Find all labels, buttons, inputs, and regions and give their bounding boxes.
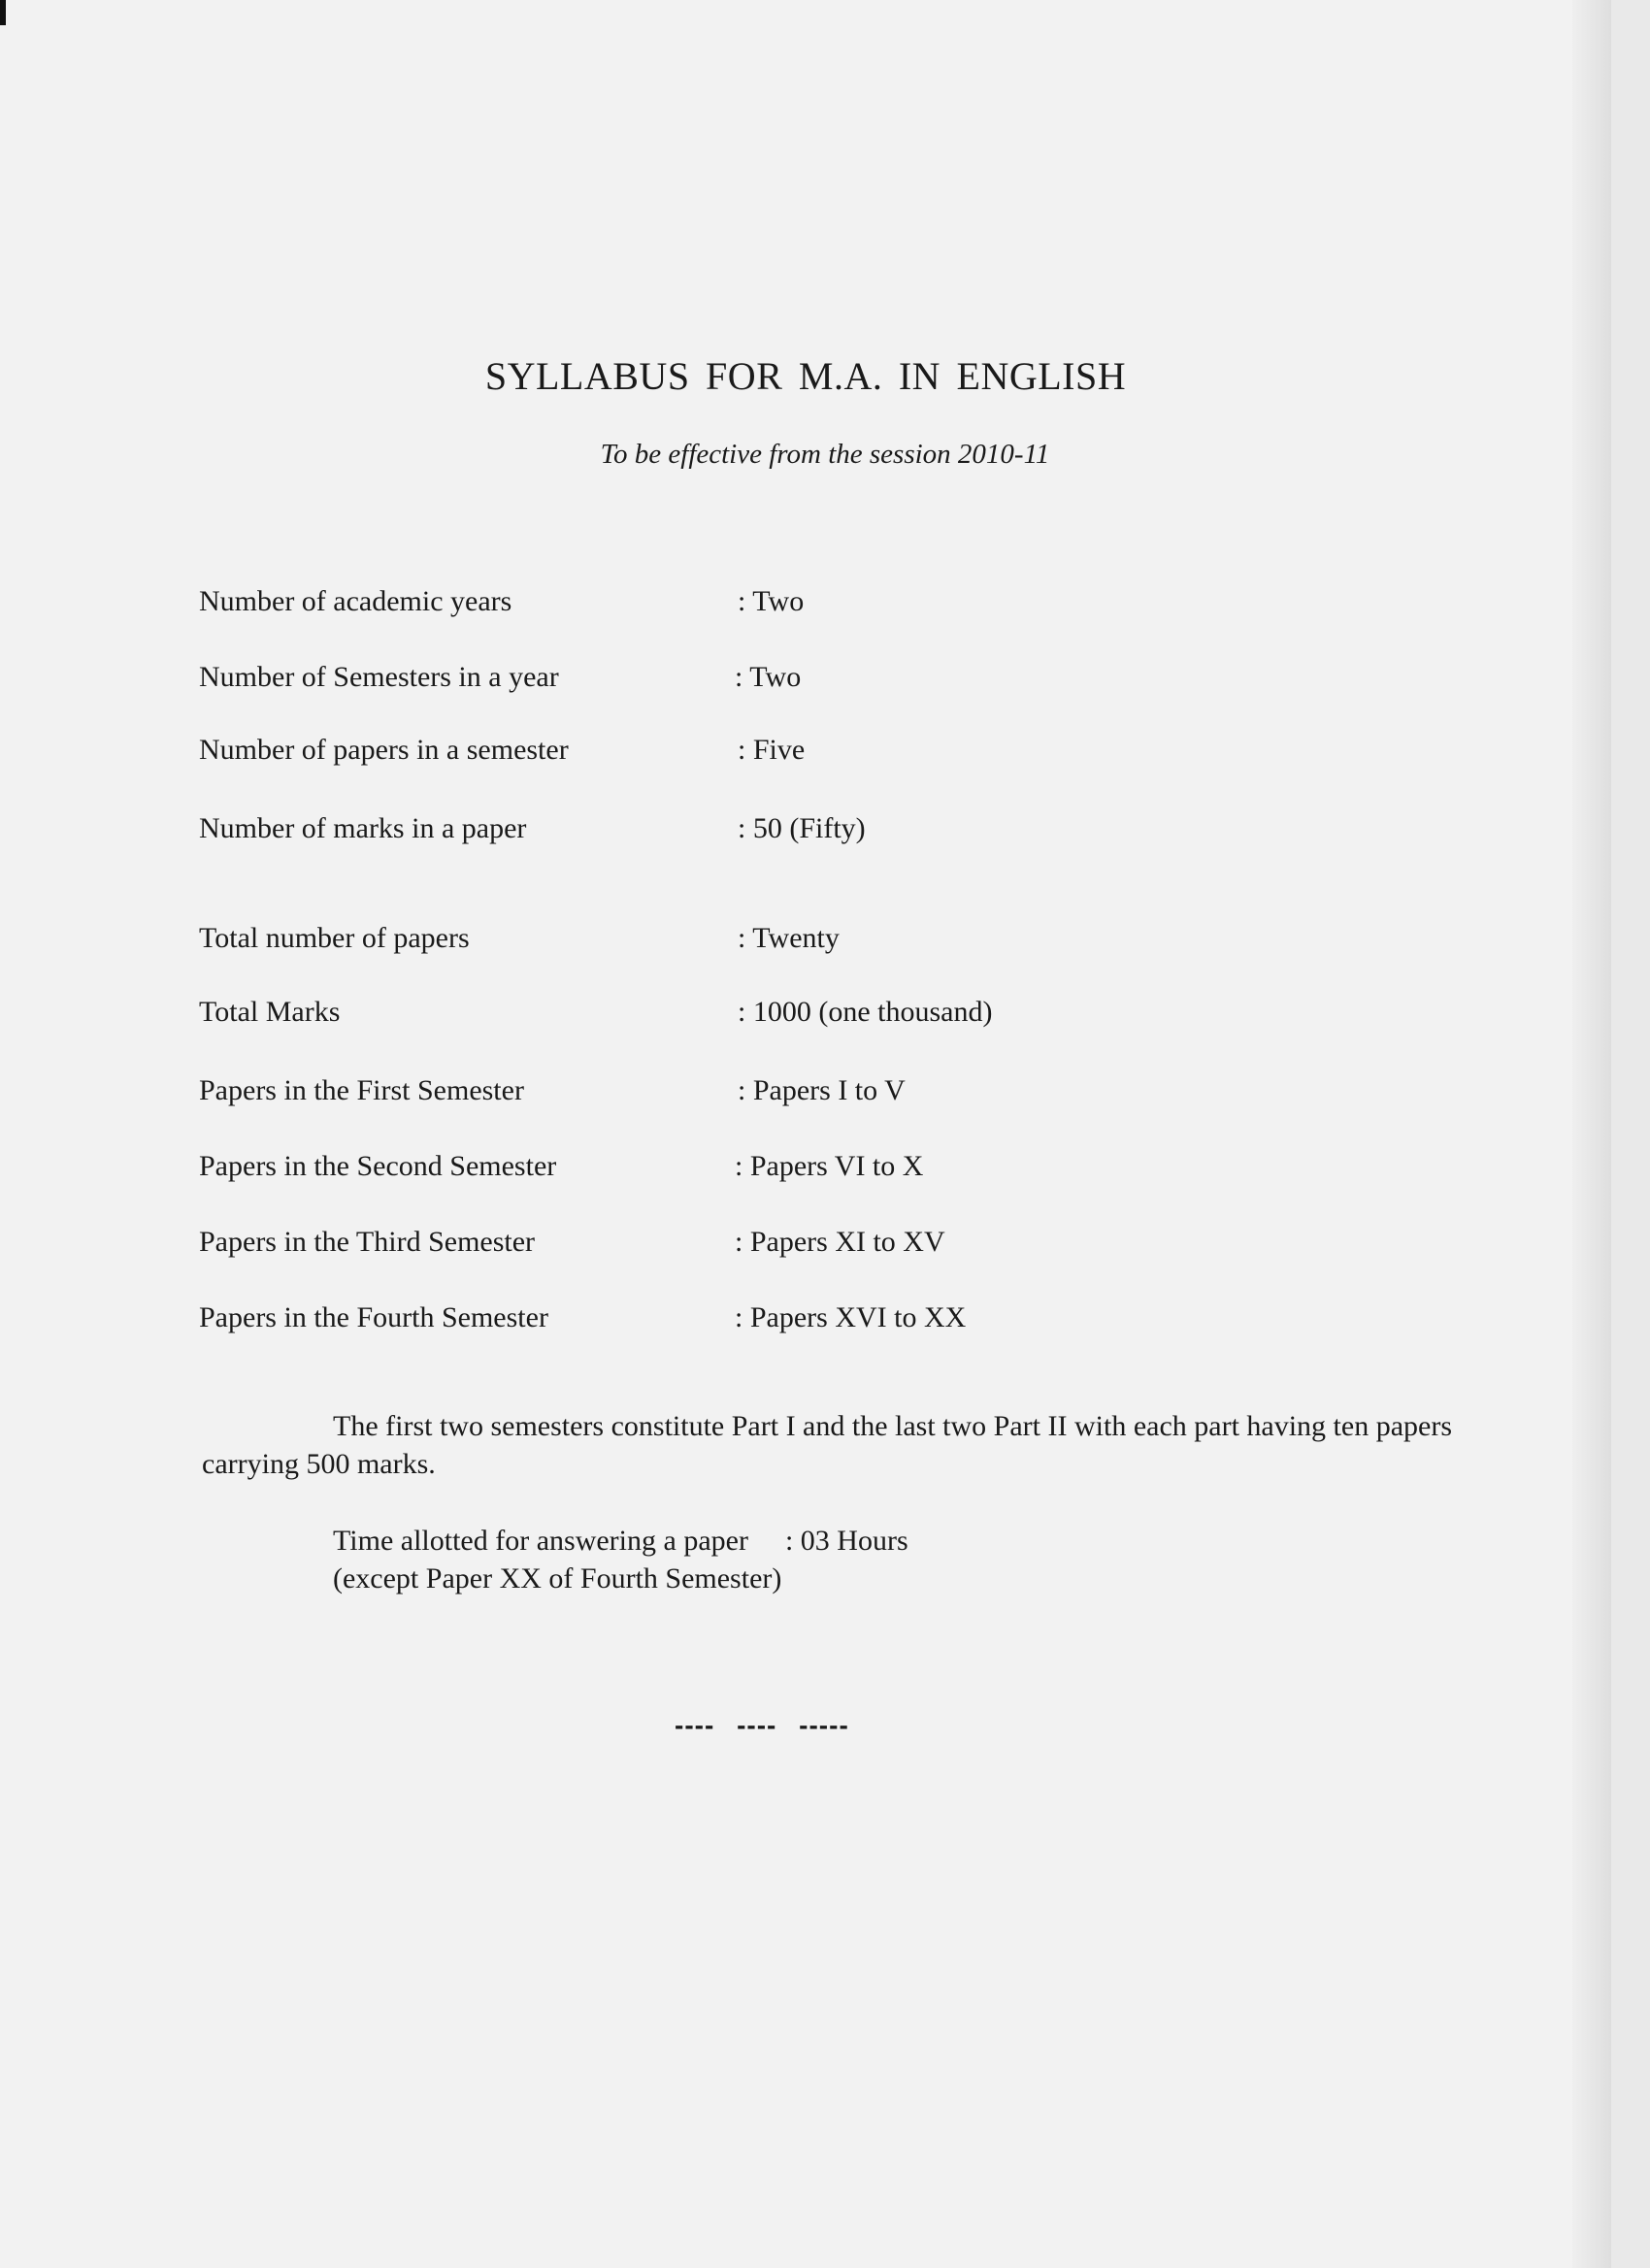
- fact-row-papers-per-semester: [199, 734, 1461, 772]
- fact-label: Papers in the Fourth Semester: [199, 1301, 548, 1333]
- fact-row-fourth-semester: [199, 1301, 1461, 1340]
- fact-row-second-semester: [199, 1150, 1461, 1189]
- fact-label: Papers in the Second Semester: [199, 1150, 557, 1182]
- fact-value: : Papers XVI to XX: [735, 1301, 967, 1333]
- scan-corner-mark: [0, 0, 6, 25]
- fact-value: : Two: [735, 661, 802, 693]
- exam-time-block: [333, 1522, 908, 1597]
- fact-row-first-semester: [199, 1074, 1461, 1113]
- fact-row-total-papers: [199, 922, 1461, 961]
- page-edge-shadow: [1572, 0, 1611, 2268]
- exam-time-line: [333, 1522, 908, 1560]
- fact-label: Papers in the Third Semester: [199, 1226, 536, 1258]
- page-title: SYLLABUS FOR M.A. IN ENGLISH: [484, 354, 1127, 398]
- fact-label: Total Marks: [199, 996, 341, 1028]
- fact-value: : Two: [738, 585, 805, 617]
- fact-value: : Five: [738, 734, 806, 766]
- fact-row-total-marks: [199, 996, 1461, 1035]
- fact-value: : Papers VI to X: [735, 1150, 924, 1182]
- fact-label: Number of papers in a semester: [199, 734, 569, 766]
- fact-value: : Papers I to V: [738, 1074, 906, 1106]
- fact-value: : 50 (Fifty): [738, 812, 866, 844]
- closing-dashes: ---- ---- -----: [675, 1710, 849, 1740]
- exam-time-label: Time allotted for answering a paper: [333, 1525, 748, 1557]
- fact-row-third-semester: [199, 1226, 1461, 1265]
- parts-paragraph: The first two semesters constitute Part I and the last two Part II with each part having ten papers carrying 500 marks.: [202, 1410, 1453, 1480]
- fact-label: Number of academic years: [199, 585, 512, 617]
- fact-label: Total number of papers: [199, 922, 470, 954]
- fact-value: : Papers XI to XV: [735, 1226, 945, 1258]
- exam-time-exception: (except Paper XX of Fourth Semester): [333, 1562, 782, 1594]
- session-note: To be effective from the session 2010-11: [600, 439, 1050, 470]
- fact-value: : Twenty: [738, 922, 840, 954]
- fact-label: Papers in the First Semester: [199, 1074, 524, 1106]
- fact-value: : 1000 (one thousand): [738, 996, 993, 1028]
- exam-time-value: : 03 Hours: [784, 1525, 908, 1557]
- fact-row-academic-years: [199, 585, 1461, 624]
- fact-label: Number of Semesters in a year: [199, 661, 559, 693]
- fact-row-semesters-per-year: [199, 661, 1461, 700]
- fact-row-marks-per-paper: [199, 812, 1461, 851]
- fact-label: Number of marks in a paper: [199, 812, 527, 844]
